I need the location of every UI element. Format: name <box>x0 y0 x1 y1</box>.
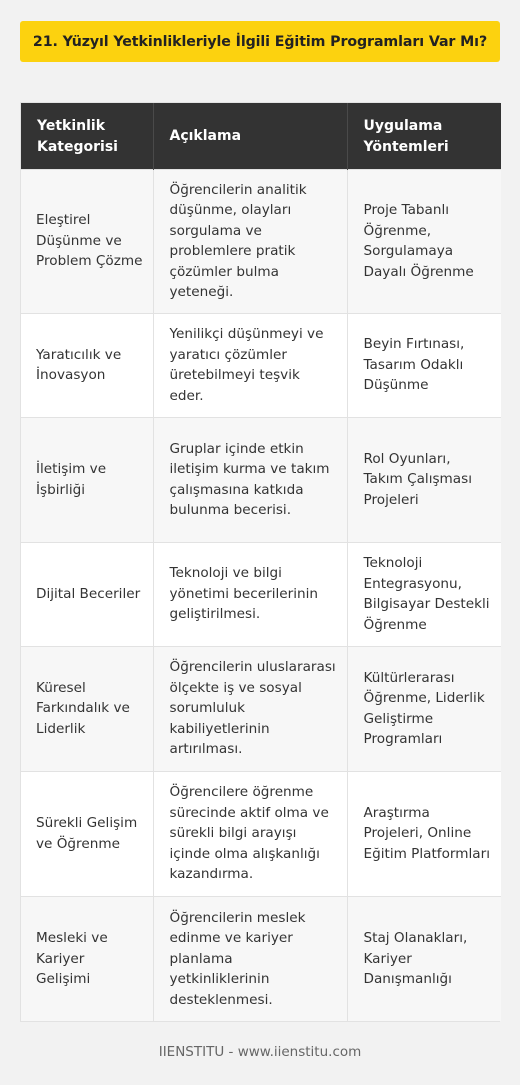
competency-table <box>21 103 501 1021</box>
table-row <box>21 896 501 1021</box>
cell-category: Eleştirel Düşünme ve Problem Çözme <box>21 169 153 313</box>
cell-description: Yenilikçi düşünmeyi ve yaratıcı çözümler üretebilmeyi teşvik eder. <box>153 313 347 417</box>
table-body <box>21 169 501 1021</box>
table-row <box>21 646 501 771</box>
footer-credit: IIENSTITU - www.iienstitu.com <box>158 1044 362 1060</box>
cell-category: Dijital Beceriler <box>21 542 153 646</box>
cell-methods: Proje Tabanlı Öğrenme, Sorgulamaya Dayalı Öğrenme <box>347 169 501 313</box>
cell-description: Öğrencilerin analitik düşünme, olayları sorgulama ve problemlere pratik çözümler bulma yeteneği. <box>153 169 347 313</box>
table-header <box>21 103 501 169</box>
cell-methods: Rol Oyunları, Takım Çalışması Projeleri <box>347 417 501 542</box>
table-row <box>21 542 501 646</box>
table-row <box>21 313 501 417</box>
cell-methods: Kültürlerarası Öğrenme, Liderlik Geliştirme Programları <box>347 646 501 771</box>
header-methods: Uygulama Yöntemleri <box>347 103 501 169</box>
page-title: 21. Yüzyıl Yetkinlikleriyle İlgili Eğitim Programları Var Mı? <box>20 21 500 62</box>
cell-category: Yaratıcılık ve İnovasyon <box>21 313 153 417</box>
header-category: Yetkinlik Kategorisi <box>21 103 153 169</box>
table-row <box>21 417 501 542</box>
cell-description: Öğrencilere öğrenme sürecinde aktif olma ve sürekli bilgi arayışı içinde olma alışkanlığı kazandırma. <box>153 771 347 896</box>
cell-category: İletişim ve İşbirliği <box>21 417 153 542</box>
cell-methods: Beyin Fırtınası, Tasarım Odaklı Düşünme <box>347 313 501 417</box>
cell-description: Teknoloji ve bilgi yönetimi becerilerinin geliştirilmesi. <box>153 542 347 646</box>
header-row <box>21 103 501 169</box>
competency-table-container <box>20 102 500 1022</box>
header-description: Açıklama <box>153 103 347 169</box>
table-row <box>21 771 501 896</box>
cell-category: Küresel Farkındalık ve Liderlik <box>21 646 153 771</box>
cell-category: Sürekli Gelişim ve Öğrenme <box>21 771 153 896</box>
cell-description: Gruplar içinde etkin iletişim kurma ve takım çalışmasına katkıda bulunma becerisi. <box>153 417 347 542</box>
cell-category: Mesleki ve Kariyer Gelişimi <box>21 896 153 1021</box>
table-row <box>21 169 501 313</box>
cell-description: Öğrencilerin meslek edinme ve kariyer planlama yetkinliklerinin desteklenmesi. <box>153 896 347 1021</box>
cell-methods: Araştırma Projeleri, Online Eğitim Platformları <box>347 771 501 896</box>
cell-methods: Teknoloji Entegrasyonu, Bilgisayar Destekli Öğrenme <box>347 542 501 646</box>
cell-description: Öğrencilerin uluslararası ölçekte iş ve sosyal sorumluluk kabiliyetlerinin artırılması. <box>153 646 347 771</box>
cell-methods: Staj Olanakları, Kariyer Danışmanlığı <box>347 896 501 1021</box>
